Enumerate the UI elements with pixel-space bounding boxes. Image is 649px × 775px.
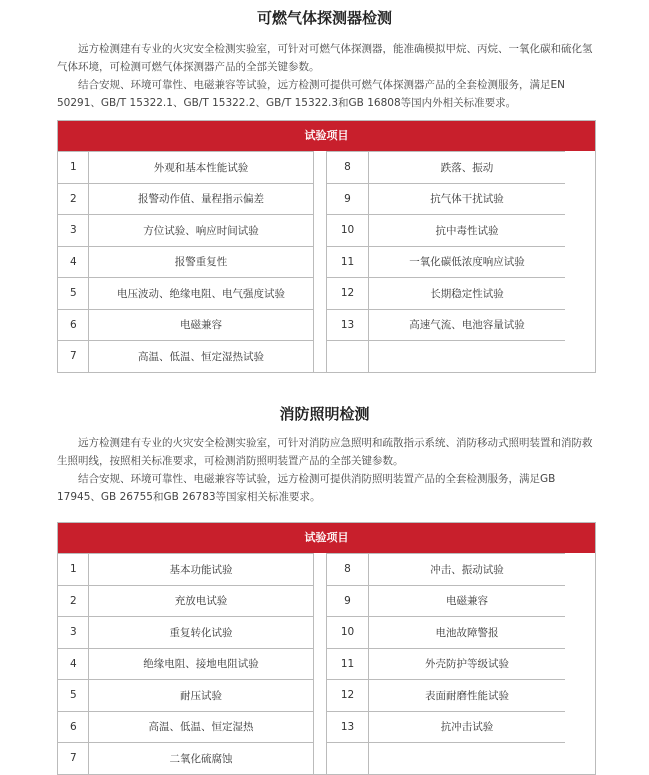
row-test-item: 报警动作值、量程指示偏差 — [138, 193, 264, 206]
table-row — [327, 679, 565, 711]
section2-paragraph-1: 远方检测建有专业的火灾安全检测实验室，可针对消防应急照明和疏散指示系统、消防移动式照明装置和消防救生照明线，按照相关标准要求，可检测消防照明装置产品的全部关键参数。 — [57, 437, 593, 467]
row-number: 4 — [58, 247, 89, 278]
row-number: 10 — [327, 215, 369, 246]
table-row — [327, 742, 565, 774]
table-row — [327, 585, 565, 617]
table-row — [58, 340, 313, 372]
table-row — [58, 679, 313, 711]
row-number: 8 — [327, 554, 369, 585]
row-number: 9 — [327, 184, 369, 215]
table-row — [327, 246, 565, 278]
row-test-item: 抗气体干扰试验 — [430, 193, 504, 206]
section1-paragraph-1: 远方检测建有专业的火灾安全检测实验室，可针对可燃气体探测器，能准确模拟甲烷、丙烷、一氧化碳和硫化氢气体环境，可检测可燃气体探测器产品的全部关键参数。 — [57, 43, 593, 73]
row-number: 1 — [58, 554, 89, 585]
row-number: 6 — [58, 310, 89, 341]
table-header: 试验项目 — [58, 121, 595, 151]
row-number — [327, 743, 369, 774]
row-test-item: 耐压试验 — [180, 689, 222, 702]
row-number: 2 — [58, 586, 89, 617]
table-row — [58, 214, 313, 246]
table-row — [58, 648, 313, 680]
row-test-item: 高速气流、电池容量试验 — [409, 319, 525, 332]
row-test-item: 外壳防护等级试验 — [425, 658, 509, 671]
table-row — [58, 277, 313, 309]
table-header: 试验项目 — [58, 523, 595, 553]
row-number: 11 — [327, 649, 369, 680]
table-right-column — [327, 151, 565, 372]
row-test-item: 电压波动、绝缘电阻、电气强度试验 — [117, 287, 285, 300]
table-row — [327, 553, 565, 585]
table-left-column — [58, 553, 313, 774]
section2-paragraph-2: 结合安规、环境可靠性、电磁兼容等试验，远方检测可提供消防照明装置产品的全套检测服务，满足GB 17945、GB 26755和GB 26783等国家相关标准要求。 — [57, 473, 556, 503]
table-row — [58, 711, 313, 743]
table-left-column — [58, 151, 313, 372]
row-number: 13 — [327, 310, 369, 341]
row-test-item: 充放电试验 — [174, 595, 228, 608]
section1-title: 可燃气体探测器检测 — [256, 9, 392, 27]
row-test-item: 重复转化试验 — [169, 626, 233, 639]
table-row — [58, 309, 313, 341]
table-row — [327, 648, 565, 680]
table-row — [327, 214, 565, 246]
row-number: 8 — [327, 152, 369, 183]
section1-test-table — [57, 120, 596, 373]
row-test-item: 二氧化硫腐蚀 — [169, 752, 233, 765]
row-test-item: 一氧化碳低浓度响应试验 — [409, 256, 525, 269]
section2-test-table — [57, 522, 596, 775]
table-row — [58, 742, 313, 774]
table-row — [58, 151, 313, 183]
row-number: 4 — [58, 649, 89, 680]
table-row — [327, 340, 565, 372]
table-row — [58, 585, 313, 617]
row-number: 5 — [58, 278, 89, 309]
row-test-item: 基本功能试验 — [169, 563, 233, 576]
row-number: 1 — [58, 152, 89, 183]
row-number: 10 — [327, 617, 369, 648]
table-row — [327, 151, 565, 183]
table-row — [58, 183, 313, 215]
table-row — [327, 616, 565, 648]
row-number: 6 — [58, 712, 89, 743]
row-test-item: 抗冲击试验 — [440, 721, 494, 734]
table-row — [58, 246, 313, 278]
row-test-item: 外观和基本性能试验 — [153, 161, 249, 174]
row-test-item: 绝缘电阻、接地电阻试验 — [143, 658, 259, 671]
table-row — [327, 277, 565, 309]
row-test-item: 高温、低温、恒定湿热 — [148, 721, 254, 734]
row-test-item: 电磁兼容 — [446, 595, 488, 608]
row-number — [327, 341, 369, 372]
row-number: 3 — [58, 215, 89, 246]
row-test-item: 跌落、振动 — [440, 161, 494, 174]
row-number: 2 — [58, 184, 89, 215]
row-number: 12 — [327, 680, 369, 711]
row-test-item: 抗中毒性试验 — [435, 224, 499, 237]
row-number: 12 — [327, 278, 369, 309]
row-number: 13 — [327, 712, 369, 743]
row-number: 5 — [58, 680, 89, 711]
row-number: 7 — [58, 341, 89, 372]
section1-paragraph-2: 结合安规、环境可靠性、电磁兼容等试验，远方检测可提供可燃气体探测器产品的全套检测服务，满足EN 50291、GB/T 15322.1、GB/T 15322.2、GB/T 15322.3和GB 16808等国内外相关标准要求。 — [57, 79, 565, 109]
table-row — [58, 553, 313, 585]
table-right-column — [327, 553, 565, 774]
column-divider — [313, 151, 327, 372]
column-divider — [313, 553, 327, 774]
row-number: 9 — [327, 586, 369, 617]
row-test-item: 冲击、振动试验 — [430, 563, 504, 576]
row-test-item: 表面耐磨性能试验 — [425, 689, 509, 702]
row-number: 3 — [58, 617, 89, 648]
table-row — [327, 183, 565, 215]
row-test-item: 电池故障警报 — [435, 626, 499, 639]
row-test-item: 长期稳定性试验 — [430, 287, 504, 300]
table-row — [327, 309, 565, 341]
row-test-item: 高温、低温、恒定湿热试验 — [138, 350, 264, 363]
row-test-item: 电磁兼容 — [180, 319, 222, 332]
section2-title: 消防照明检测 — [279, 405, 370, 423]
row-test-item: 方位试验、响应时间试验 — [143, 224, 259, 237]
row-number: 7 — [58, 743, 89, 774]
table-row — [58, 616, 313, 648]
table-row — [327, 711, 565, 743]
row-number: 11 — [327, 247, 369, 278]
row-test-item: 报警重复性 — [174, 256, 228, 269]
